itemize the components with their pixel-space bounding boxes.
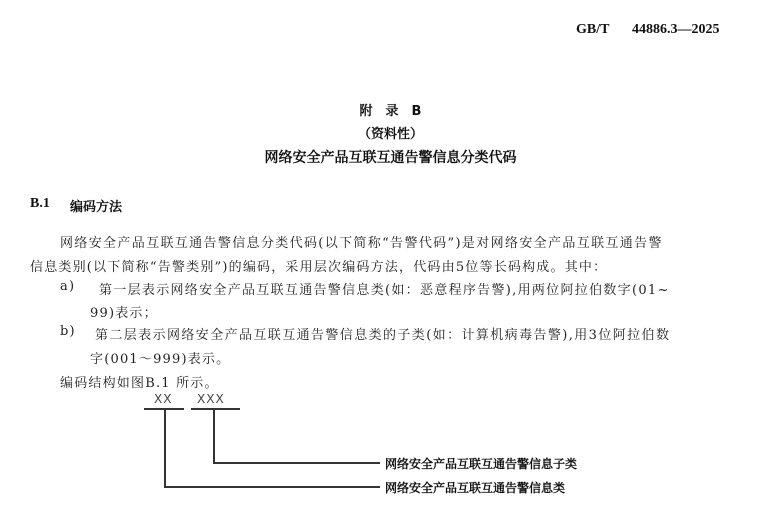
item-a-line-2: 99)表示； bbox=[90, 306, 158, 321]
standard-number: 44886.3—2025 bbox=[632, 22, 720, 37]
item-b-marker: b) bbox=[60, 324, 76, 339]
section-title: 编码方法 bbox=[70, 200, 123, 215]
level1-connector-vertical bbox=[164, 409, 166, 488]
level1-code: XX bbox=[154, 392, 173, 406]
level2-connector-horizontal bbox=[213, 462, 380, 464]
figure-reference: 编码结构如图B.1 所示。 bbox=[60, 376, 219, 391]
appendix-title: 附 录 B bbox=[359, 104, 422, 119]
section-number: B.1 bbox=[30, 196, 50, 211]
appendix-subtitle: 网络安全产品互联互通告警信息分类代码 bbox=[264, 150, 517, 166]
item-b-line-2: 字(001～999)表示。 bbox=[90, 352, 231, 367]
intro-line-2: 信息类别(以下简称“告警类别”)的编码，采用层次编码方法，代码由5位等长码构成。其中： bbox=[30, 260, 608, 275]
item-a-line-1: 第一层表示网络安全产品互联互通告警信息类(如：恶意程序告警),用两位阿拉伯数字(01~ bbox=[99, 283, 670, 298]
label-class: 网络安全产品互联互通告警信息类 bbox=[385, 481, 566, 495]
appendix-nature: （资料性） bbox=[357, 127, 423, 142]
level1-connector-horizontal bbox=[164, 486, 380, 488]
item-a-marker: a) bbox=[60, 279, 76, 294]
intro-line-1: 网络安全产品互联互通告警信息分类代码(以下简称“告警代码”)是对网络安全产品互联互通告警 bbox=[60, 236, 663, 251]
level2-connector-vertical bbox=[213, 409, 215, 464]
level2-underline bbox=[191, 408, 240, 410]
standard-prefix: GB/T bbox=[576, 22, 610, 37]
label-subclass: 网络安全产品互联互通告警信息子类 bbox=[385, 457, 578, 471]
level2-code: XXX bbox=[197, 392, 225, 406]
item-b-line-1: 第二层表示网络安全产品互联互通告警信息类的子类(如：计算机病毒告警),用3位阿拉伯数 bbox=[95, 328, 671, 343]
